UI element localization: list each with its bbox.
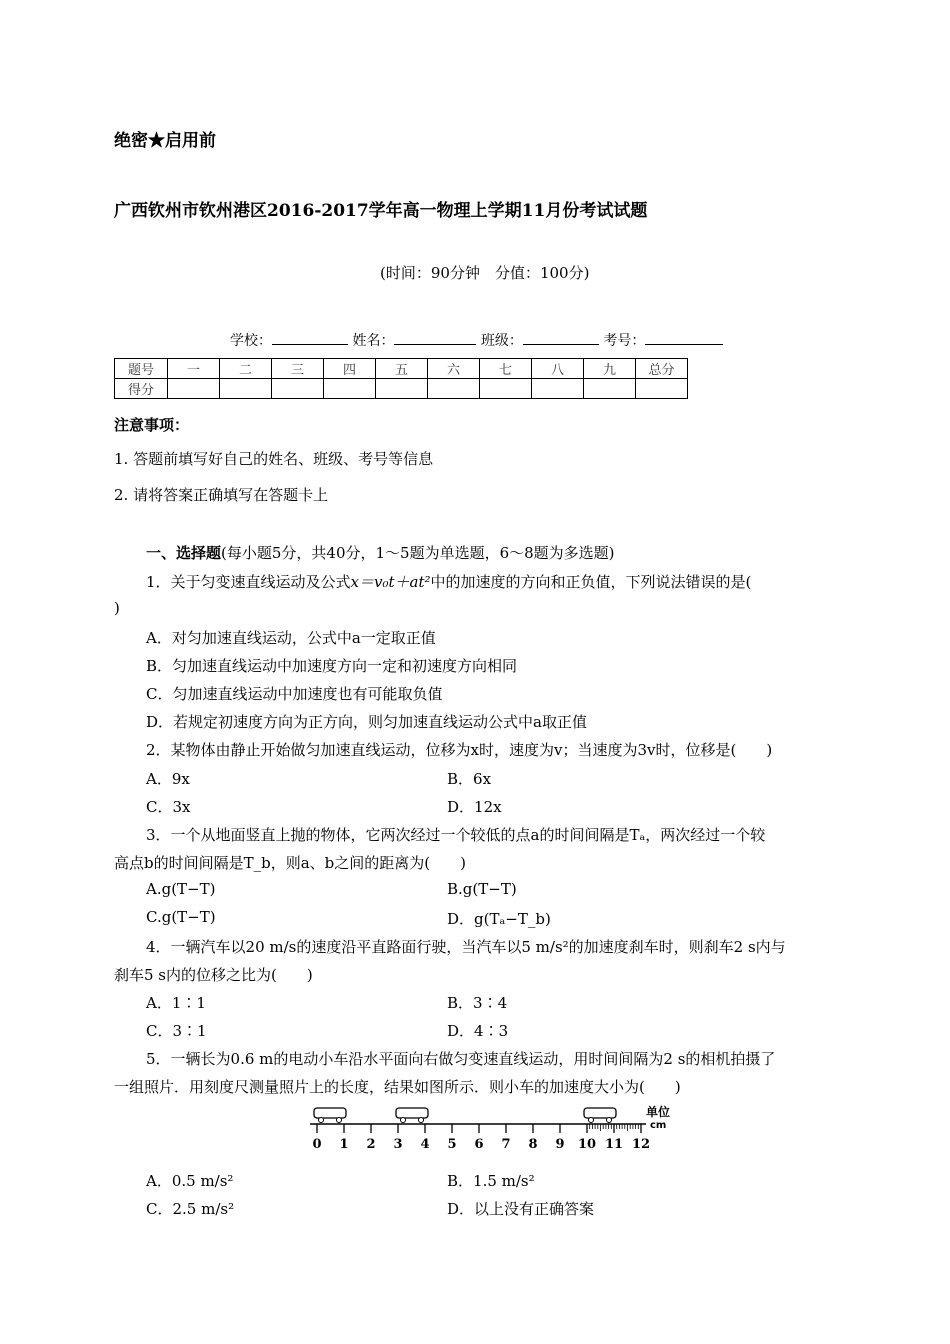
q4-option: C．3∶1 <box>146 1022 207 1040</box>
question-5-stem-cont: 一组照片．用刻度尺测量照片上的长度，结果如图所示．则小车的加速度大小为( ) <box>114 1078 681 1096</box>
q3-option: B.g(T−T) <box>447 880 517 898</box>
score-value-row <box>115 379 688 399</box>
score-header-cell: 六 <box>428 359 480 379</box>
ruler-tick-label: 6 <box>474 1137 484 1152</box>
car-icon <box>584 1108 616 1123</box>
q1-option: B．匀加速直线运动中加速度方向一定和初速度方向相同 <box>146 657 518 675</box>
q2-option: A．9x <box>146 770 190 788</box>
q1-stem-part: 中的加速度的方向和正负值，下列说法错误的是( <box>430 573 752 591</box>
q4-option: A．1∶1 <box>146 994 206 1012</box>
ruler-unit: cm <box>650 1120 667 1131</box>
score-table <box>114 358 688 399</box>
question-5-stem: 5．一辆长为0.6 m的电动小车沿水平面向右做匀变速直线运动，用时间间隔为2 s的相机拍摄了 <box>146 1050 776 1068</box>
ruler-unit-label: 单位 <box>646 1105 671 1119</box>
score-header-cell: 一 <box>168 359 220 379</box>
student-info-fields <box>230 330 723 350</box>
q1-option: C．匀加速直线运动中加速度也有可能取负值 <box>146 685 443 703</box>
score-header-cell: 四 <box>324 359 376 379</box>
score-cell[interactable] <box>480 379 532 399</box>
school-blank[interactable] <box>272 330 348 345</box>
ruler-tick-label: 1 <box>339 1137 349 1152</box>
ruler-ticks <box>317 1124 641 1133</box>
score-cell[interactable] <box>376 379 428 399</box>
section-heading <box>146 542 615 563</box>
score-cell[interactable] <box>324 379 376 399</box>
q5-option: D．以上没有正确答案 <box>447 1200 595 1218</box>
q1-stem-close: ) <box>114 599 120 617</box>
question-3-stem-cont: 高点b的时间间隔是T_b，则a、b之间的距离为( ) <box>114 854 466 872</box>
score-header-cell: 二 <box>220 359 272 379</box>
exam-title: 广西钦州市钦州港区2016-2017学年高一物理上学期11月份考试试题 <box>114 201 648 221</box>
class-blank[interactable] <box>523 330 599 345</box>
ruler-tick-label: 3 <box>393 1137 403 1152</box>
q1-formula: x＝v₀t＋at² <box>350 573 431 591</box>
question-4-stem: 4．一辆汽车以20 m/s的速度沿平直路面行驶，当汽车以5 m/s²的加速度刹车时，则刹车2 s内与 <box>146 938 786 956</box>
school-label: 学校： <box>230 333 272 349</box>
q1-stem-part: 1．关于匀变速直线运动及公式 <box>146 573 351 591</box>
name-label: 姓名： <box>352 333 395 349</box>
ruler-labels <box>312 1137 650 1152</box>
car-icon <box>314 1108 346 1123</box>
ruler-tick-label: 0 <box>312 1137 322 1152</box>
q1-option: D．若规定初速度方向为正方向，则匀加速直线运动公式中a取正值 <box>146 713 587 731</box>
score-header-cell: 九 <box>584 359 636 379</box>
exam-no-blank[interactable] <box>645 330 723 345</box>
class-label: 班级： <box>480 333 523 349</box>
ruler-tick-label: 10 <box>577 1137 597 1152</box>
ruler-tick-label: 4 <box>420 1137 430 1152</box>
score-cell[interactable] <box>428 379 480 399</box>
question-1-stem <box>146 571 751 592</box>
ruler-tick-label: 9 <box>555 1137 565 1152</box>
note-item: 2. 请将答案正确填写在答题卡上 <box>114 486 329 504</box>
question-2-stem: 2．某物体由静止开始做匀加速直线运动，位移为x时，速度为v；当速度为3v时，位移是( ) <box>146 741 773 759</box>
question-3-stem: 3．一个从地面竖直上抛的物体，它两次经过一个较低的点a的时间间隔是Tₐ，两次经过一个较 <box>146 826 766 844</box>
ruler-tick-label: 8 <box>528 1137 538 1152</box>
score-header-row <box>115 359 688 379</box>
notes-title: 注意事项： <box>114 416 190 434</box>
q4-option: B．3∶4 <box>447 994 508 1012</box>
exam-no-label: 考号： <box>603 333 646 349</box>
section-desc: (每小题5分，共40分，1～5题为单选题，6～8题为多选题) <box>221 544 615 562</box>
score-header-cell: 八 <box>532 359 584 379</box>
q3-option: A.g(T−T) <box>146 880 216 898</box>
q2-option: B．6x <box>447 770 492 788</box>
ruler-tick-label: 7 <box>501 1137 511 1152</box>
score-header-cell: 题号 <box>115 359 168 379</box>
score-header-cell: 三 <box>272 359 324 379</box>
secret-label: 绝密★启用前 <box>114 131 216 151</box>
score-label-cell: 得分 <box>115 379 168 399</box>
ruler-tick-label: 5 <box>447 1137 457 1152</box>
q3-option: C.g(T−T) <box>146 908 216 926</box>
score-cell[interactable] <box>272 379 324 399</box>
q2-option: C．3x <box>146 798 191 816</box>
q5-option: A．0.5 m/s² <box>146 1172 234 1190</box>
q3-option: D．g(Tₐ−T_b) <box>447 910 551 928</box>
score-cell[interactable] <box>532 379 584 399</box>
ruler-tick-label: 11 <box>604 1137 624 1152</box>
score-header-cell: 总分 <box>636 359 688 379</box>
score-cell[interactable] <box>168 379 220 399</box>
score-cell[interactable] <box>220 379 272 399</box>
name-blank[interactable] <box>394 330 476 345</box>
score-header-cell: 七 <box>480 359 532 379</box>
ruler-tick-label: 2 <box>366 1137 376 1152</box>
question-4-stem-cont: 刹车5 s内的位移之比为( ) <box>114 966 313 984</box>
score-cell[interactable] <box>584 379 636 399</box>
car-icon <box>396 1108 428 1123</box>
time-info: (时间：90分钟 分值：100分) <box>380 264 590 282</box>
ruler-figure <box>300 1100 680 1156</box>
q2-option: D．12x <box>447 798 502 816</box>
q5-option: C．2.5 m/s² <box>146 1200 235 1218</box>
q1-option: A．对匀加速直线运动，公式中a一定取正值 <box>146 629 436 647</box>
score-cell[interactable] <box>636 379 688 399</box>
ruler-tick-label: 12 <box>631 1137 651 1152</box>
score-header-cell: 五 <box>376 359 428 379</box>
q4-option: D．4∶3 <box>447 1022 509 1040</box>
section-title: 一、选择题 <box>146 544 222 562</box>
q5-option: B．1.5 m/s² <box>447 1172 535 1190</box>
note-item: 1. 答题前填写好自己的姓名、班级、考号等信息 <box>114 450 434 468</box>
